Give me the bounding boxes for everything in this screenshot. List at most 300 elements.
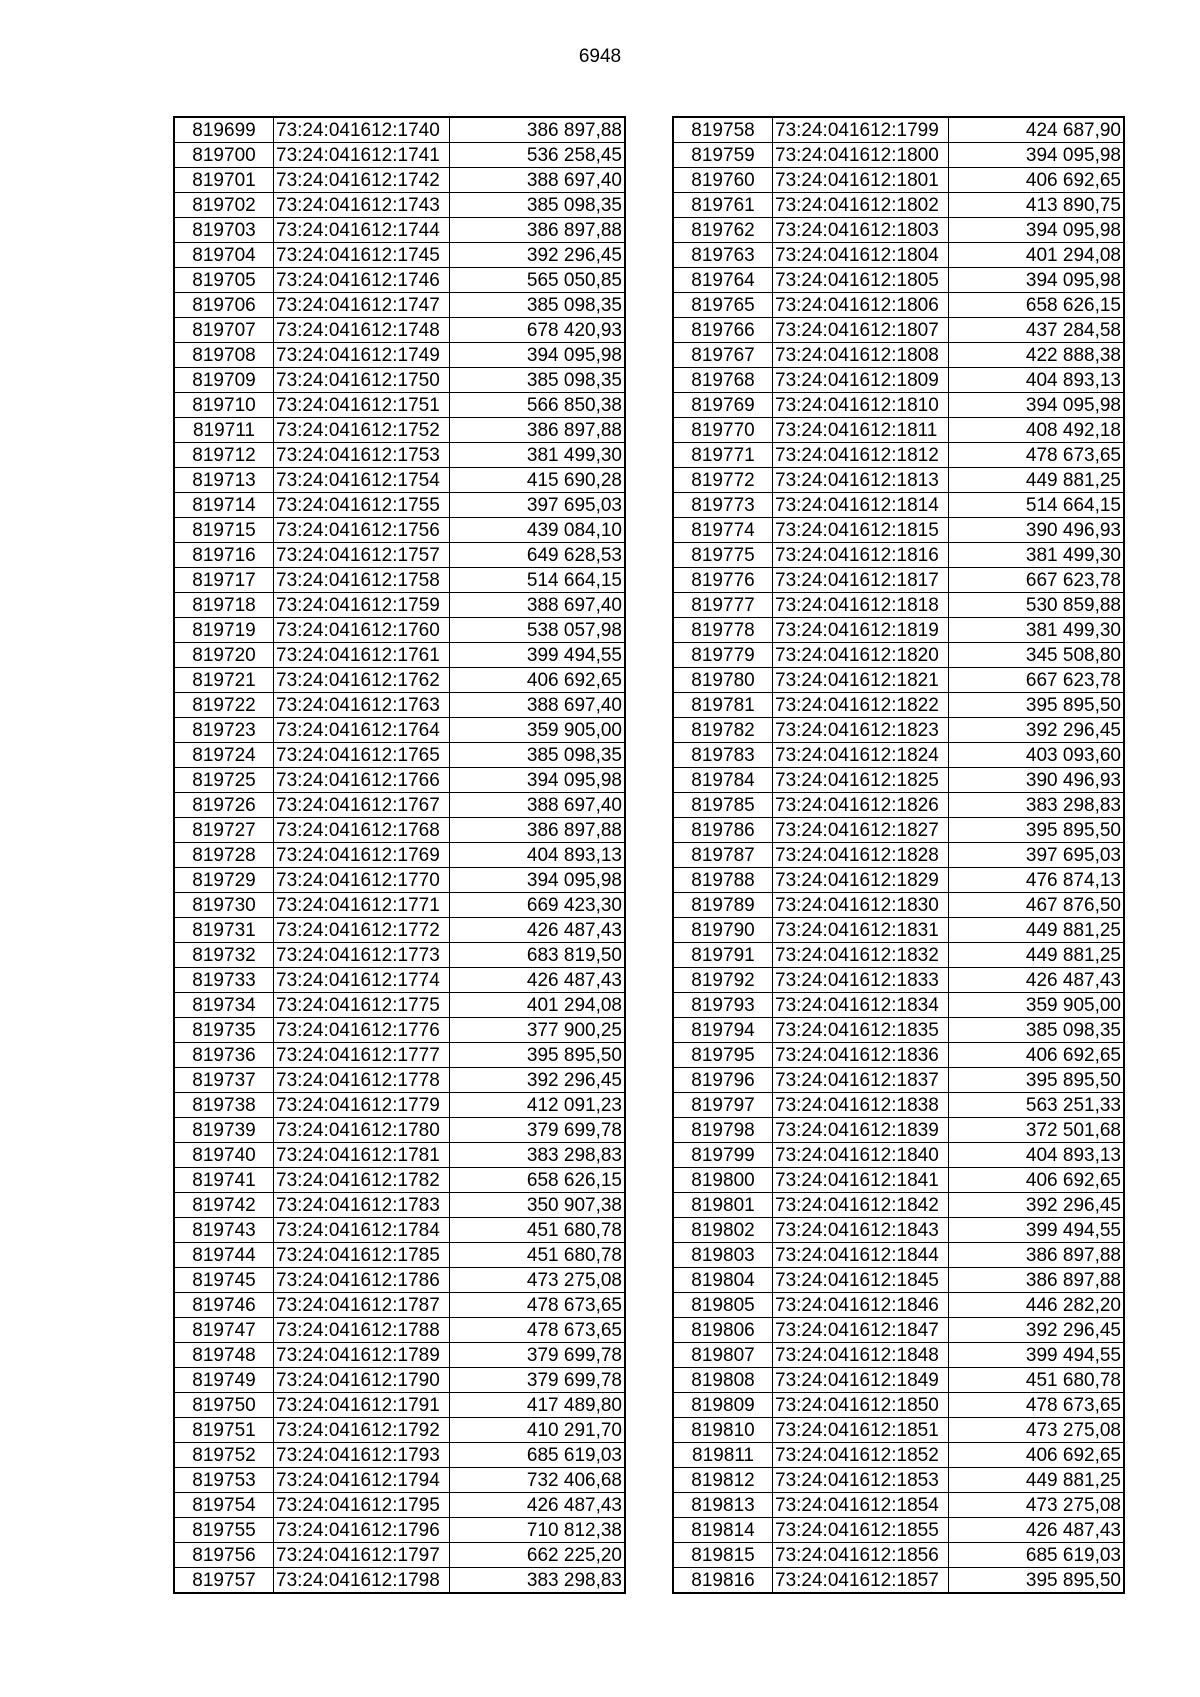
value-cell: 437 284,58 — [949, 318, 1125, 343]
cadastral-number-cell: 73:24:041612:1842 — [773, 1193, 949, 1218]
record-number-cell: 819735 — [174, 1018, 274, 1043]
table-row — [174, 1468, 625, 1493]
table-row — [174, 693, 625, 718]
record-number-cell: 819799 — [673, 1143, 773, 1168]
value-cell: 386 897,88 — [450, 218, 626, 243]
cadastral-number-cell: 73:24:041612:1768 — [274, 818, 450, 843]
cadastral-number-cell: 73:24:041612:1836 — [773, 1043, 949, 1068]
table-row — [174, 718, 625, 743]
value-cell: 397 695,03 — [450, 493, 626, 518]
table-row — [673, 943, 1124, 968]
value-cell: 451 680,78 — [450, 1218, 626, 1243]
value-cell: 426 487,43 — [450, 968, 626, 993]
value-cell: 478 673,65 — [450, 1293, 626, 1318]
table-row — [673, 268, 1124, 293]
cadastral-number-cell: 73:24:041612:1806 — [773, 293, 949, 318]
record-number-cell: 819769 — [673, 393, 773, 418]
table-row — [673, 718, 1124, 743]
value-cell: 392 296,45 — [949, 718, 1125, 743]
value-cell: 385 098,35 — [450, 743, 626, 768]
value-cell: 394 095,98 — [949, 393, 1125, 418]
value-cell: 658 626,15 — [450, 1168, 626, 1193]
record-number-cell: 819744 — [174, 1243, 274, 1268]
cadastral-number-cell: 73:24:041612:1740 — [274, 117, 450, 143]
value-cell: 683 819,50 — [450, 943, 626, 968]
table-row — [673, 293, 1124, 318]
value-cell: 406 692,65 — [949, 1168, 1125, 1193]
table-row — [673, 1468, 1124, 1493]
record-number-cell: 819784 — [673, 768, 773, 793]
value-cell: 408 492,18 — [949, 418, 1125, 443]
value-cell: 390 496,93 — [949, 768, 1125, 793]
value-cell: 395 895,50 — [450, 1043, 626, 1068]
value-cell: 386 897,88 — [949, 1243, 1125, 1268]
value-cell: 401 294,08 — [949, 243, 1125, 268]
value-cell: 449 881,25 — [949, 918, 1125, 943]
cadastral-number-cell: 73:24:041612:1788 — [274, 1318, 450, 1343]
record-number-cell: 819767 — [673, 343, 773, 368]
record-number-cell: 819751 — [174, 1418, 274, 1443]
value-cell: 732 406,68 — [450, 1468, 626, 1493]
left-register-table — [173, 116, 626, 1594]
cadastral-number-cell: 73:24:041612:1750 — [274, 368, 450, 393]
table-row — [174, 1418, 625, 1443]
table-row — [673, 1168, 1124, 1193]
record-number-cell: 819704 — [174, 243, 274, 268]
value-cell: 383 298,83 — [450, 1143, 626, 1168]
record-number-cell: 819779 — [673, 643, 773, 668]
value-cell: 417 489,80 — [450, 1393, 626, 1418]
value-cell: 379 699,78 — [450, 1368, 626, 1393]
table-row — [174, 1393, 625, 1418]
table-row — [673, 1543, 1124, 1568]
table-row — [174, 618, 625, 643]
record-number-cell: 819709 — [174, 368, 274, 393]
value-cell: 649 628,53 — [450, 543, 626, 568]
record-number-cell: 819787 — [673, 843, 773, 868]
cadastral-number-cell: 73:24:041612:1799 — [773, 117, 949, 143]
record-number-cell: 819700 — [174, 143, 274, 168]
value-cell: 406 692,65 — [949, 1043, 1125, 1068]
record-number-cell: 819719 — [174, 618, 274, 643]
value-cell: 678 420,93 — [450, 318, 626, 343]
cadastral-number-cell: 73:24:041612:1839 — [773, 1118, 949, 1143]
record-number-cell: 819768 — [673, 368, 773, 393]
record-number-cell: 819759 — [673, 143, 773, 168]
table-row — [174, 868, 625, 893]
value-cell: 451 680,78 — [949, 1368, 1125, 1393]
cadastral-number-cell: 73:24:041612:1829 — [773, 868, 949, 893]
record-number-cell: 819774 — [673, 518, 773, 543]
value-cell: 473 275,08 — [949, 1493, 1125, 1518]
value-cell: 449 881,25 — [949, 943, 1125, 968]
record-number-cell: 819732 — [174, 943, 274, 968]
value-cell: 514 664,15 — [949, 493, 1125, 518]
cadastral-number-cell: 73:24:041612:1826 — [773, 793, 949, 818]
record-number-cell: 819721 — [174, 668, 274, 693]
value-cell: 395 895,50 — [949, 1568, 1125, 1594]
cadastral-number-cell: 73:24:041612:1785 — [274, 1243, 450, 1268]
table-row — [673, 1043, 1124, 1068]
record-number-cell: 819703 — [174, 218, 274, 243]
cadastral-number-cell: 73:24:041612:1830 — [773, 893, 949, 918]
value-cell: 385 098,35 — [949, 1018, 1125, 1043]
value-cell: 399 494,55 — [949, 1218, 1125, 1243]
value-cell: 386 897,88 — [949, 1268, 1125, 1293]
table-row — [673, 368, 1124, 393]
value-cell: 359 905,00 — [949, 993, 1125, 1018]
record-number-cell: 819730 — [174, 893, 274, 918]
record-number-cell: 819733 — [174, 968, 274, 993]
cadastral-number-cell: 73:24:041612:1798 — [274, 1568, 450, 1594]
value-cell: 406 692,65 — [949, 1443, 1125, 1468]
cadastral-number-cell: 73:24:041612:1823 — [773, 718, 949, 743]
record-number-cell: 819816 — [673, 1568, 773, 1594]
record-number-cell: 819773 — [673, 493, 773, 518]
value-cell: 426 487,43 — [949, 1518, 1125, 1543]
record-number-cell: 819789 — [673, 893, 773, 918]
value-cell: 381 499,30 — [949, 618, 1125, 643]
record-number-cell: 819785 — [673, 793, 773, 818]
cadastral-number-cell: 73:24:041612:1840 — [773, 1143, 949, 1168]
table-row — [174, 1518, 625, 1543]
cadastral-number-cell: 73:24:041612:1831 — [773, 918, 949, 943]
cadastral-number-cell: 73:24:041612:1794 — [274, 1468, 450, 1493]
record-number-cell: 819802 — [673, 1218, 773, 1243]
value-cell: 426 487,43 — [450, 1493, 626, 1518]
record-number-cell: 819758 — [673, 117, 773, 143]
cadastral-number-cell: 73:24:041612:1833 — [773, 968, 949, 993]
record-number-cell: 819762 — [673, 218, 773, 243]
value-cell: 372 501,68 — [949, 1118, 1125, 1143]
table-row — [174, 393, 625, 418]
record-number-cell: 819804 — [673, 1268, 773, 1293]
record-number-cell: 819771 — [673, 443, 773, 468]
cadastral-number-cell: 73:24:041612:1802 — [773, 193, 949, 218]
value-cell: 395 895,50 — [949, 1068, 1125, 1093]
value-cell: 386 897,88 — [450, 418, 626, 443]
value-cell: 404 893,13 — [949, 1143, 1125, 1168]
cadastral-number-cell: 73:24:041612:1796 — [274, 1518, 450, 1543]
cadastral-number-cell: 73:24:041612:1818 — [773, 593, 949, 618]
record-number-cell: 819809 — [673, 1393, 773, 1418]
cadastral-number-cell: 73:24:041612:1761 — [274, 643, 450, 668]
record-number-cell: 819727 — [174, 818, 274, 843]
cadastral-number-cell: 73:24:041612:1855 — [773, 1518, 949, 1543]
value-cell: 381 499,30 — [949, 543, 1125, 568]
record-number-cell: 819705 — [174, 268, 274, 293]
value-cell: 415 690,28 — [450, 468, 626, 493]
value-cell: 563 251,33 — [949, 1093, 1125, 1118]
record-number-cell: 819811 — [673, 1443, 773, 1468]
value-cell: 394 095,98 — [949, 143, 1125, 168]
record-number-cell: 819728 — [174, 843, 274, 868]
record-number-cell: 819757 — [174, 1568, 274, 1594]
cadastral-number-cell: 73:24:041612:1744 — [274, 218, 450, 243]
cadastral-number-cell: 73:24:041612:1770 — [274, 868, 450, 893]
table-row — [174, 1368, 625, 1393]
value-cell: 685 619,03 — [450, 1443, 626, 1468]
table-row — [673, 618, 1124, 643]
table-row — [673, 518, 1124, 543]
record-number-cell: 819742 — [174, 1193, 274, 1218]
value-cell: 394 095,98 — [949, 218, 1125, 243]
value-cell: 565 050,85 — [450, 268, 626, 293]
cadastral-number-cell: 73:24:041612:1756 — [274, 518, 450, 543]
cadastral-number-cell: 73:24:041612:1784 — [274, 1218, 450, 1243]
cadastral-number-cell: 73:24:041612:1743 — [274, 193, 450, 218]
record-number-cell: 819718 — [174, 593, 274, 618]
table-row — [673, 593, 1124, 618]
record-number-cell: 819707 — [174, 318, 274, 343]
table-row — [174, 1543, 625, 1568]
record-number-cell: 819803 — [673, 1243, 773, 1268]
value-cell: 669 423,30 — [450, 893, 626, 918]
value-cell: 406 692,65 — [450, 668, 626, 693]
record-number-cell: 819806 — [673, 1318, 773, 1343]
table-row — [673, 1068, 1124, 1093]
cadastral-number-cell: 73:24:041612:1791 — [274, 1393, 450, 1418]
record-number-cell: 819813 — [673, 1493, 773, 1518]
table-row — [174, 1018, 625, 1043]
table-row — [174, 1343, 625, 1368]
record-number-cell: 819794 — [673, 1018, 773, 1043]
table-row — [174, 818, 625, 843]
record-number-cell: 819788 — [673, 868, 773, 893]
cadastral-number-cell: 73:24:041612:1843 — [773, 1218, 949, 1243]
record-number-cell: 819775 — [673, 543, 773, 568]
cadastral-number-cell: 73:24:041612:1851 — [773, 1418, 949, 1443]
cadastral-number-cell: 73:24:041612:1828 — [773, 843, 949, 868]
table-row — [174, 668, 625, 693]
table-row — [673, 993, 1124, 1018]
cadastral-number-cell: 73:24:041612:1787 — [274, 1293, 450, 1318]
record-number-cell: 819748 — [174, 1343, 274, 1368]
cadastral-number-cell: 73:24:041612:1767 — [274, 793, 450, 818]
table-row — [673, 843, 1124, 868]
value-cell: 386 897,88 — [450, 818, 626, 843]
table-row — [174, 1443, 625, 1468]
cadastral-number-cell: 73:24:041612:1820 — [773, 643, 949, 668]
cadastral-number-cell: 73:24:041612:1805 — [773, 268, 949, 293]
record-number-cell: 819777 — [673, 593, 773, 618]
record-number-cell: 819715 — [174, 518, 274, 543]
table-row — [673, 143, 1124, 168]
value-cell: 566 850,38 — [450, 393, 626, 418]
table-row — [673, 693, 1124, 718]
value-cell: 662 225,20 — [450, 1543, 626, 1568]
cadastral-number-cell: 73:24:041612:1774 — [274, 968, 450, 993]
cadastral-number-cell: 73:24:041612:1857 — [773, 1568, 949, 1594]
table-row — [174, 793, 625, 818]
table-row — [673, 418, 1124, 443]
table-row — [174, 468, 625, 493]
table-row — [673, 1518, 1124, 1543]
table-row — [174, 1493, 625, 1518]
record-number-cell: 819720 — [174, 643, 274, 668]
cadastral-number-cell: 73:24:041612:1852 — [773, 1443, 949, 1468]
record-number-cell: 819810 — [673, 1418, 773, 1443]
table-row — [174, 318, 625, 343]
table-row — [174, 743, 625, 768]
record-number-cell: 819812 — [673, 1468, 773, 1493]
table-row — [673, 543, 1124, 568]
record-number-cell: 819739 — [174, 1118, 274, 1143]
table-row — [174, 293, 625, 318]
cadastral-number-cell: 73:24:041612:1795 — [274, 1493, 450, 1518]
value-cell: 413 890,75 — [949, 193, 1125, 218]
table-row — [174, 493, 625, 518]
value-cell: 388 697,40 — [450, 793, 626, 818]
table-row — [673, 117, 1124, 143]
value-cell: 530 859,88 — [949, 593, 1125, 618]
value-cell: 667 623,78 — [949, 668, 1125, 693]
cadastral-number-cell: 73:24:041612:1746 — [274, 268, 450, 293]
record-number-cell: 819717 — [174, 568, 274, 593]
table-row — [673, 493, 1124, 518]
table-row — [174, 518, 625, 543]
cadastral-number-cell: 73:24:041612:1764 — [274, 718, 450, 743]
record-number-cell: 819797 — [673, 1093, 773, 1118]
record-number-cell: 819770 — [673, 418, 773, 443]
table-row — [673, 1243, 1124, 1268]
value-cell: 410 291,70 — [450, 1418, 626, 1443]
cadastral-number-cell: 73:24:041612:1754 — [274, 468, 450, 493]
cadastral-number-cell: 73:24:041612:1819 — [773, 618, 949, 643]
record-number-cell: 819738 — [174, 1093, 274, 1118]
cadastral-number-cell: 73:24:041612:1757 — [274, 543, 450, 568]
cadastral-number-cell: 73:24:041612:1834 — [773, 993, 949, 1018]
cadastral-number-cell: 73:24:041612:1850 — [773, 1393, 949, 1418]
cadastral-number-cell: 73:24:041612:1780 — [274, 1118, 450, 1143]
record-number-cell: 819737 — [174, 1068, 274, 1093]
cadastral-number-cell: 73:24:041612:1755 — [274, 493, 450, 518]
table-row — [673, 1118, 1124, 1143]
page-number: 6948 — [578, 46, 622, 67]
cadastral-number-cell: 73:24:041612:1781 — [274, 1143, 450, 1168]
cadastral-number-cell: 73:24:041612:1832 — [773, 943, 949, 968]
cadastral-number-cell: 73:24:041612:1753 — [274, 443, 450, 468]
value-cell: 392 296,45 — [949, 1193, 1125, 1218]
value-cell: 394 095,98 — [450, 868, 626, 893]
value-cell: 381 499,30 — [450, 443, 626, 468]
table-row — [174, 1268, 625, 1293]
value-cell: 514 664,15 — [450, 568, 626, 593]
record-number-cell: 819791 — [673, 943, 773, 968]
cadastral-number-cell: 73:24:041612:1751 — [274, 393, 450, 418]
table-row — [673, 743, 1124, 768]
value-cell: 449 881,25 — [949, 1468, 1125, 1493]
table-row — [174, 143, 625, 168]
record-number-cell: 819716 — [174, 543, 274, 568]
record-number-cell: 819780 — [673, 668, 773, 693]
cadastral-number-cell: 73:24:041612:1807 — [773, 318, 949, 343]
record-number-cell: 819706 — [174, 293, 274, 318]
table-row — [174, 1193, 625, 1218]
cadastral-number-cell: 73:24:041612:1810 — [773, 393, 949, 418]
cadastral-number-cell: 73:24:041612:1812 — [773, 443, 949, 468]
table-row — [673, 1368, 1124, 1393]
value-cell: 345 508,80 — [949, 643, 1125, 668]
cadastral-number-cell: 73:24:041612:1803 — [773, 218, 949, 243]
table-row — [174, 768, 625, 793]
cadastral-number-cell: 73:24:041612:1747 — [274, 293, 450, 318]
cadastral-number-cell: 73:24:041612:1793 — [274, 1443, 450, 1468]
table-row — [673, 243, 1124, 268]
cadastral-number-cell: 73:24:041612:1766 — [274, 768, 450, 793]
table-row — [174, 268, 625, 293]
cadastral-number-cell: 73:24:041612:1853 — [773, 1468, 949, 1493]
record-number-cell: 819763 — [673, 243, 773, 268]
record-number-cell: 819814 — [673, 1518, 773, 1543]
cadastral-number-cell: 73:24:041612:1804 — [773, 243, 949, 268]
record-number-cell: 819701 — [174, 168, 274, 193]
record-number-cell: 819745 — [174, 1268, 274, 1293]
cadastral-number-cell: 73:24:041612:1814 — [773, 493, 949, 518]
record-number-cell: 819792 — [673, 968, 773, 993]
cadastral-number-cell: 73:24:041612:1844 — [773, 1243, 949, 1268]
value-cell: 412 091,23 — [450, 1093, 626, 1118]
table-row — [174, 943, 625, 968]
table-row — [673, 1343, 1124, 1368]
record-number-cell: 819800 — [673, 1168, 773, 1193]
value-cell: 377 900,25 — [450, 1018, 626, 1043]
cadastral-number-cell: 73:24:041612:1749 — [274, 343, 450, 368]
table-row — [673, 1318, 1124, 1343]
cadastral-number-cell: 73:24:041612:1776 — [274, 1018, 450, 1043]
cadastral-number-cell: 73:24:041612:1775 — [274, 993, 450, 1018]
record-number-cell: 819722 — [174, 693, 274, 718]
cadastral-number-cell: 73:24:041612:1745 — [274, 243, 450, 268]
record-number-cell: 819761 — [673, 193, 773, 218]
cadastral-number-cell: 73:24:041612:1777 — [274, 1043, 450, 1068]
record-number-cell: 819808 — [673, 1368, 773, 1393]
value-cell: 399 494,55 — [949, 1343, 1125, 1368]
value-cell: 359 905,00 — [450, 718, 626, 743]
cadastral-number-cell: 73:24:041612:1856 — [773, 1543, 949, 1568]
cadastral-number-cell: 73:24:041612:1782 — [274, 1168, 450, 1193]
cadastral-number-cell: 73:24:041612:1808 — [773, 343, 949, 368]
cadastral-number-cell: 73:24:041612:1846 — [773, 1293, 949, 1318]
record-number-cell: 819807 — [673, 1343, 773, 1368]
value-cell: 685 619,03 — [949, 1543, 1125, 1568]
record-number-cell: 819765 — [673, 293, 773, 318]
cadastral-number-cell: 73:24:041612:1800 — [773, 143, 949, 168]
record-number-cell: 819731 — [174, 918, 274, 943]
table-row — [673, 668, 1124, 693]
table-row — [174, 893, 625, 918]
table-row — [673, 1143, 1124, 1168]
value-cell: 478 673,65 — [949, 1393, 1125, 1418]
cadastral-number-cell: 73:24:041612:1817 — [773, 568, 949, 593]
table-row — [174, 117, 625, 143]
record-number-cell: 819713 — [174, 468, 274, 493]
record-number-cell: 819781 — [673, 693, 773, 718]
record-number-cell: 819699 — [174, 117, 274, 143]
value-cell: 478 673,65 — [450, 1318, 626, 1343]
table-row — [673, 893, 1124, 918]
value-cell: 406 692,65 — [949, 168, 1125, 193]
value-cell: 395 895,50 — [949, 818, 1125, 843]
record-number-cell: 819743 — [174, 1218, 274, 1243]
cadastral-number-cell: 73:24:041612:1771 — [274, 893, 450, 918]
value-cell: 392 296,45 — [450, 243, 626, 268]
cadastral-number-cell: 73:24:041612:1801 — [773, 168, 949, 193]
value-cell: 386 897,88 — [450, 117, 626, 143]
value-cell: 422 888,38 — [949, 343, 1125, 368]
value-cell: 394 095,98 — [450, 768, 626, 793]
right-register-table — [672, 116, 1125, 1594]
